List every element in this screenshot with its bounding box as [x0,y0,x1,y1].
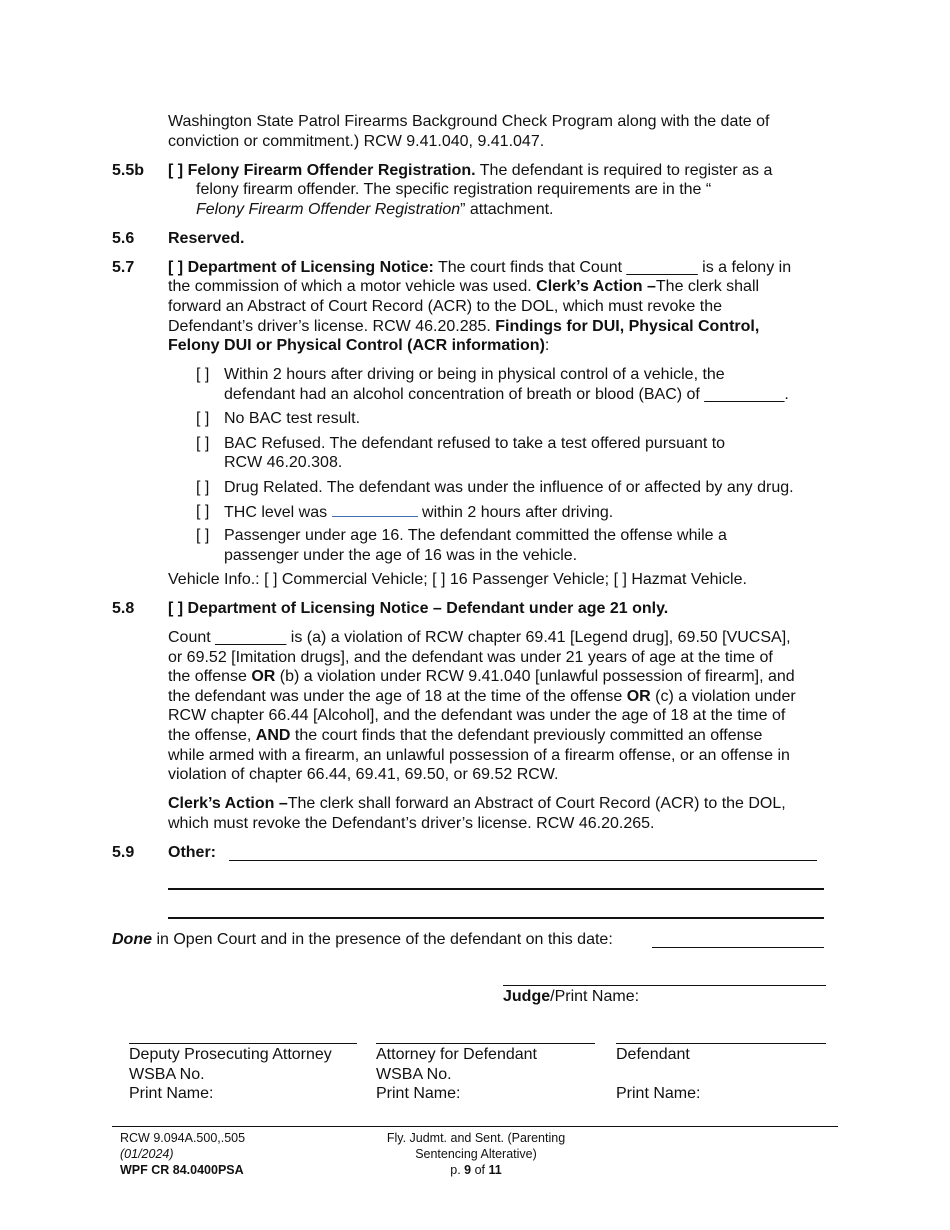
other-input-line-3[interactable] [168,917,824,919]
date-signature-line[interactable] [652,947,824,948]
section-5-9-title: Other: [168,844,216,861]
section-number-5-8: 5.8 [112,600,135,617]
section-5-7-title: Department of Licensing Notice: [187,259,434,276]
checkbox-passenger[interactable]: [ ] [196,527,210,544]
footer-rule [112,1126,838,1127]
clerk-action-line-1: Clerk’s Action –The clerk shall forward an Abstract of Court Record (ACR) to the DOL, [168,795,786,812]
judge-signature-line[interactable] [503,985,826,986]
section-5-5b-line-3: Felony Firearm Offender Registration” attachment. [196,201,554,218]
prosecutor-title: Deputy Prosecuting Attorney [129,1046,332,1063]
bac-level-line-2: defendant had an alcohol concentration of breath or blood (BAC) of _________. [224,386,789,403]
bac-refused-line-2: RCW 46.20.308. [224,454,343,471]
prosecutor-signature-line[interactable] [129,1043,357,1044]
footer-doc-title-1: Fly. Judmt. and Sent. (Parenting [386,1131,566,1145]
section-5-5b-line-2: felony firearm offender. The specific registration requirements are in the “ [196,181,712,198]
section-5-8-p1-line-5: RCW chapter 66.44 [Alcohol], and the defendant was under the age of 18 at the time of [168,707,786,724]
prosecutor-print-name: Print Name: [129,1085,214,1102]
vehicle-info: Vehicle Info.: [ ] Commercial Vehicle; [ ] 16 Passenger Vehicle; [ ] Hazmat Vehicle. [168,571,747,588]
continuation-line-1: Washington State Patrol Firearms Background Check Program along with the date of [168,113,770,130]
section-5-8-p1-line-2: or 69.52 [Imitation drugs], and the defendant was under 21 years of age at the time of [168,649,773,666]
passenger-line-1: Passenger under age 16. The defendant committed the offense while a [224,527,727,544]
section-5-7-line-5: Felony DUI or Physical Control (ACR information): [168,337,550,354]
defense-attorney-print-name: Print Name: [376,1085,461,1102]
section-5-5b-line-1 [168,161,772,181]
clerk-action-line-2: which must revoke the Defendant’s driver’s license. RCW 46.20.265. [168,815,655,832]
section-5-8-title: [ ] Department of Licensing Notice – Defendant under age 21 only. [168,600,669,617]
section-5-7-line-2: the commission of which a motor vehicle was used. Clerk’s Action –The clerk shall [168,278,760,295]
section-number-5-6: 5.6 [112,230,135,247]
section-5-8-p1-line-7: while armed with a firearm, an unlawful possession of a firearm offense, or an offense in [168,747,790,764]
footer-doc-title-2: Sentencing Alterative) [415,1147,537,1161]
checkbox-bac-refused[interactable]: [ ] [196,435,210,452]
section-5-8-p1-line-3: the offense OR (b) a violation under RCW 9.41.040 [unlawful possession of firearm], and [168,668,795,685]
section-5-7-line-1 [168,258,791,278]
section-5-8-p1-line-1: Count ________ is (a) a violation of RCW chapter 69.41 [Legend drug], 69.50 [VUCSA], [168,629,791,646]
section-5-7-line-4: Defendant’s driver’s license. RCW 46.20.285. Findings for DUI, Physical Control, [168,318,760,335]
bac-level-line-1: Within 2 hours after driving or being in physical control of a vehicle, the [224,366,725,383]
count-field-text: The court finds that Count ________ is a felony in [437,259,792,276]
footer-form-id: WPF CR 84.0400PSA [120,1163,244,1177]
defendant-signature-line[interactable] [616,1043,826,1044]
defense-attorney-signature-line[interactable] [376,1043,595,1044]
section-5-5b-text: The defendant is required to register as a [479,162,773,179]
footer-rcw: RCW 9.094A.500,.505 [120,1131,246,1145]
section-number-5-7: 5.7 [112,259,135,276]
passenger-line-2: passenger under the age of 16 was in the vehicle. [224,547,578,564]
section-number-5-5b: 5.5b [112,162,145,179]
done-statement: Done in Open Court and in the presence of the defendant on this date: [112,931,613,948]
checkbox-drug-related[interactable]: [ ] [196,479,210,496]
prosecutor-wsba: WSBA No. [129,1066,205,1083]
checkbox-5-5b[interactable]: [ ] [168,162,184,179]
defense-attorney-title: Attorney for Defendant [376,1046,537,1063]
footer-date: (01/2024) [120,1147,174,1161]
section-5-5b-title: Felony Firearm Offender Registration. [187,162,476,179]
section-5-8-p1-line-6: the offense, AND the court finds that the defendant previously committed an offense [168,727,763,744]
thc-level-blank[interactable] [332,502,418,517]
defense-attorney-wsba: WSBA No. [376,1066,452,1083]
checkbox-thc-level[interactable]: [ ] [196,503,210,520]
bac-refused-line-1: BAC Refused. The defendant refused to take a test offered pursuant to [224,435,726,452]
no-bac-text: No BAC test result. [224,410,361,427]
thc-level-text: THC level was within 2 hours after driving. [224,504,614,521]
judge-label: Judge/Print Name: [503,988,640,1005]
other-input-line-2[interactable] [168,888,824,890]
checkbox-5-7[interactable]: [ ] [168,259,184,276]
defendant-print-name: Print Name: [616,1085,701,1102]
footer-page-number: p. 9 of 11 [450,1163,502,1177]
checkbox-bac-level[interactable]: [ ] [196,366,210,383]
defendant-title: Defendant [616,1046,690,1063]
section-5-8-p1-line-4: the defendant was under the age of 18 at the time of the offense OR (c) a violation under [168,688,796,705]
other-input-line-1[interactable] [229,860,817,861]
section-5-7-line-3: forward an Abstract of Court Record (ACR) to the DOL, which must revoke the [168,298,722,315]
continuation-line-2: conviction or commitment.) RCW 9.41.040, 9.41.047. [168,133,545,150]
attachment-title: Firearm Offender Registration [248,201,461,218]
drug-related-text: Drug Related. The defendant was under the influence of or affected by any drug. [224,479,794,496]
section-5-8-p1-line-8: violation of chapter 66.44, 69.41, 69.50, or 69.52 RCW. [168,766,559,783]
section-number-5-9: 5.9 [112,844,135,861]
section-5-6-title: Reserved. [168,230,245,247]
checkbox-no-bac[interactable]: [ ] [196,410,210,427]
